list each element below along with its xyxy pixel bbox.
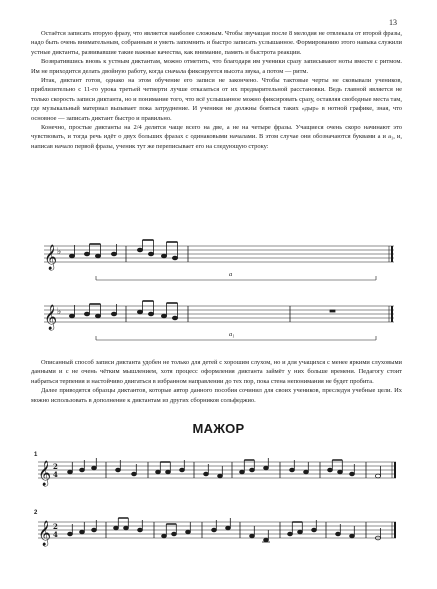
- example-number-2: 2: [34, 510, 38, 516]
- example-number-1: 1: [34, 452, 38, 458]
- paragraph-3: Итак, диктант готов, однако на этом обучение его записи не закончено. Чтобы тактовые черты не сковывали учеников, приблизительно с 11-го урока третьей четверти лучше отказаться от их предварительной расстановки. Ведь главной является не только скорость записи диктанта, но и понимание того, что всё услышанное можно фиксировать сразу, оставляя свободные места там, где музыкальный материал вызывает пока затруднение. И ученики не должны бояться таких «дыр» в нотной графике, зная, что основное — записать диктант быстро и правильно.: [31, 77, 402, 122]
- music-staff-phrase-a1: [40, 302, 400, 354]
- treble-clef-icon: 𝄞: [44, 305, 58, 330]
- section-heading: МАЖОР: [192, 421, 245, 436]
- paragraph-6: Далее приводятся образцы диктантов, которые автор данного пособия сочинил для своих учеников, преследуя учебные цели. Их можно использовать в дополнение к диктантам из других сборников сольфеджио.: [31, 387, 402, 404]
- flat-sign-icon: ♭: [57, 247, 62, 257]
- page-number: 13: [389, 18, 397, 27]
- phrase-label-a: a: [229, 271, 233, 278]
- treble-clef-icon: 𝄞: [38, 521, 52, 546]
- dictation-staff-2: [34, 508, 404, 556]
- notes-phrase-a: [69, 240, 188, 262]
- paragraph-4: Конечно, простые диктанты на 2/4 делятся чаще всего на две, а не на четыре фразы. Учащиеся очень скоро начинают это чувствовать, и тогда речь идёт о двух больших фразах с одинаковыми началами. В этом случае они обозначаются буквами a и a₁, и, написав начало первой фразы, ученик тут же переписывает его на следующую строку:: [31, 124, 402, 150]
- notes-example-1: [68, 458, 381, 478]
- music-staff-phrase-a: [40, 242, 400, 294]
- half-rest-icon: [330, 310, 335, 312]
- flat-sign-icon: ♭: [57, 307, 62, 317]
- paragraph-2: Возвратившись вновь к устным диктантам, можно отметить, что благодаря им ученики сразу записывают ноты вместе с ритмом. Им не приходится делать двойную работу, когда сначала фиксируется высота звука, а потом — ритм.: [31, 58, 402, 75]
- time-signature-bottom: 4: [53, 530, 58, 539]
- paragraph-1: Остаётся записать вторую фразу, что является наиболее сложным. Чтобы звучащая после 8 мелодия не отвлекала от второй фразы, надо быть очень внимательным, собранным и уметь запомнить и быстро записать услышанное. Формированию этого навыка служили устные диктанты, развивавшие такие важные качества, как внимание, память и быстрота реакции.: [31, 30, 402, 56]
- phrase-label-a1: a₁: [229, 331, 235, 338]
- notes-phrase-a1: [69, 301, 335, 322]
- treble-clef-icon: 𝄞: [44, 245, 58, 270]
- treble-clef-icon: 𝄞: [38, 461, 52, 486]
- time-signature-top: 2: [53, 462, 58, 471]
- text-block-top: [31, 29, 402, 151]
- text-block-bottom: [31, 358, 402, 405]
- paragraph-5: Описанный способ записи диктанта удобен не только для детей с хорошим слухом, но и для учащихся с менее яркими слуховыми данными и с не очень чётким мышлением, хотя процесс оформления диктанта займёт у них больше времени. Педагогу стоит набраться терпения и настойчиво двигаться в избранном направлении до тех пор, пока стена непонимания не будет пробита.: [31, 359, 402, 385]
- time-signature-bottom: 4: [53, 470, 58, 479]
- dictation-staff-1: [34, 450, 404, 490]
- time-signature-top: 2: [53, 522, 58, 531]
